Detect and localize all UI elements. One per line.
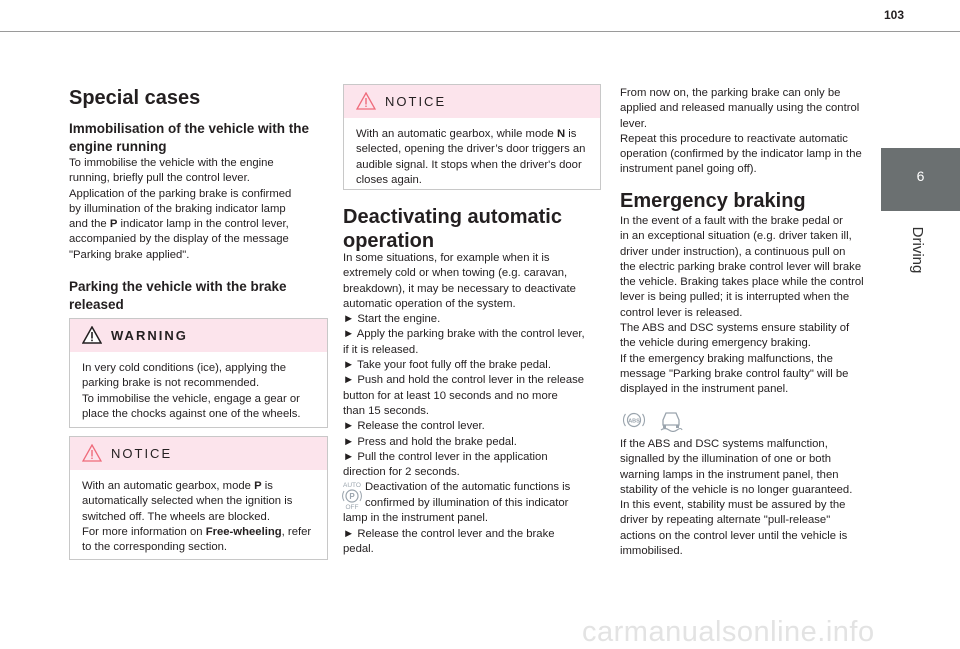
step-line: ► Push and hold the control lever in the release [343,374,585,387]
notice-body [344,118,600,188]
notice-header [344,85,600,118]
text-span: For more information on [82,525,206,538]
text-span: is [565,128,577,140]
text-line: If the ABS and DSC systems malfunction, [620,438,828,450]
text-line: lever. [620,117,648,130]
step-line: ► Release the control lever and the brake [343,527,555,540]
step-line: ► Start the engine. [343,313,441,326]
step-line: ► Press and hold the brake pedal. [343,435,517,448]
title-line: operation [343,230,435,252]
text-line: confirmed by illumination of this indicator [365,496,569,509]
page-number: 103 [884,8,905,22]
text-line: accompanied by the display of the message [69,233,289,246]
text-span: With an automatic gearbox, mode [82,480,255,492]
step-line: ► Apply the parking brake with the control lever, [343,328,585,341]
text-line: automatically selected when the ignition is [82,495,293,508]
warning-lamps-row [620,408,700,432]
text-line: Repeat this procedure to reactivate automatic [620,132,848,145]
text-line: In some situations, for example when it is [343,252,550,264]
watermark: carmanualsonline.info [582,616,875,648]
text-line: To immobilise the vehicle, engage a gear or [82,392,300,405]
subheading-parking-released: Parking the vehicle with the brake released [69,279,287,312]
text-line: in an exceptional situation (e.g. driver taken ill, [620,230,852,243]
paragraph-reactivate [620,86,882,178]
text-line: by illumination of the braking indicator lamp [69,202,286,215]
paragraph-immobilisation [69,156,329,263]
auto-off-parking-icon [339,480,365,510]
text-line: stability of the vehicle is no longer guaranteed. [620,483,853,496]
text-line: button for at least 10 seconds and no more [343,389,558,402]
text-span: and the [69,218,110,231]
warning-body [70,352,327,422]
text-line: warning lamps in the instrument panel, then [620,468,839,481]
notice-title: NOTICE [111,446,173,461]
text-line: signalled by the illumination of one or both [620,453,832,466]
text-line: the vehicle during emergency braking. [620,337,811,350]
text-line: immobilised. [620,545,683,558]
notice-title: NOTICE [385,94,447,109]
text-line: if it is released. [343,343,419,356]
auto-label: AUTO [343,482,361,490]
notice-box-1 [69,436,328,560]
warning-header [70,319,327,352]
chapter-number: 6 [916,168,925,184]
paragraph-abs-dsc [620,437,882,559]
text-bold: P [109,218,118,231]
text-bold: N [556,128,566,140]
text-line: driver by repeating alternate "pull-release" [620,514,831,527]
abs-warning-icon [622,410,646,430]
text-line: audible signal. It stops when the driver's door [356,158,582,171]
notice-box-2 [343,84,601,190]
text-line: operation (confirmed by the indicator lamp in the [620,148,862,161]
text-line: applied and released manually using the control [620,102,860,115]
text-span: With an automatic gearbox, while mode [356,128,557,140]
text-line: than 15 seconds. [343,404,430,417]
step-line: ► Release the control lever. [343,420,485,433]
text-line: In very cold conditions (ice), applying the [82,362,287,374]
text-line: To immobilise the vehicle with the engine [69,157,274,169]
subheading-immobilisation: Immobilisation of the vehicle with the engine running [69,121,310,154]
text-line [69,217,329,232]
text-line: extremely cold or when towing (e.g. caravan, [343,267,568,280]
warning-triangle-icon [82,326,102,344]
text-line: If the emergency braking malfunctions, the [620,352,833,365]
text-line: the electric parking brake control lever will brake [620,260,862,273]
text-line: displayed in the instrument panel. [620,383,789,396]
warning-title: WARNING [111,328,188,343]
text-span: indicator lamp in the control lever, [117,218,289,231]
text-bold: Free-wheeling [205,525,282,538]
section-title-special-cases: Special cases [69,87,201,109]
text-line [82,479,315,494]
text-line: running, briefly pull the control lever. [69,172,250,185]
abs-label: ABS [628,418,640,425]
notice-body [70,470,327,555]
paragraph-deactivating [343,251,605,557]
off-label: OFF [345,504,359,511]
paragraph-emergency-braking [620,214,882,398]
text-line: instrument panel going off). [620,163,757,176]
text-line: lever is being pulled; it is interrupted when the [620,291,850,304]
text-line: place the chocks against one of the wheels. [82,407,301,420]
section-title-emergency-braking: Emergency braking [620,190,806,212]
header-rule [0,31,960,32]
text-line: actions on the control lever until the vehicle is [620,529,848,542]
chapter-label: Driving [909,226,926,274]
text-line: switched off. The wheels are blocked. [82,510,270,523]
text-line: automatic operation of the system. [343,297,516,310]
text-line [356,127,588,142]
notice-triangle-icon [356,92,376,110]
text-line: message "Parking brake control faulty" will be [620,367,849,380]
text-line: direction for 2 seconds. [343,466,460,479]
step-line: ► Pull the control lever in the application [343,450,548,463]
text-line: driver under instruction), a continuous pull on [620,245,846,258]
notice-header [70,437,327,470]
text-line: to the corresponding section. [82,541,228,554]
text-line: "Parking brake applied". [69,248,190,261]
text-line: closes again. [356,173,422,186]
text-line: From now on, the parking brake can only be [620,87,841,99]
text-line: The ABS and DSC systems ensure stability of [620,322,850,335]
text-line: pedal. [343,543,374,556]
svg-text:P: P [349,492,355,502]
text-span: is [261,480,273,492]
auto-off-row [343,480,605,511]
title-line: Deactivating automatic [343,206,562,228]
text-line: lamp in the instrument panel. [343,512,489,525]
text-line: Deactivation of the automatic functions is [365,481,571,494]
text-line: Application of the parking brake is confirmed [69,187,292,200]
text-span: , refer [281,525,312,538]
text-line [82,525,315,540]
section-title-deactivating [343,205,605,253]
text-line: the vehicle. Braking takes place while the control [620,276,864,289]
text-line: In this event, stability must be assured by the [620,499,846,512]
text-line: selected, opening the driver’s door triggers an [356,143,586,156]
text-line: In the event of a fault with the brake pedal or [620,215,843,227]
text-bold: P [254,480,262,492]
notice-triangle-icon [82,444,102,462]
text-line: control lever is released. [620,306,743,319]
step-line: ► Take your foot fully off the brake pedal. [343,359,551,372]
dsc-warning-icon [658,408,684,432]
text-line: parking brake is not recommended. [82,377,260,390]
text-line: breakdown), it may be necessary to deactivate [343,282,576,295]
warning-box [69,318,328,428]
